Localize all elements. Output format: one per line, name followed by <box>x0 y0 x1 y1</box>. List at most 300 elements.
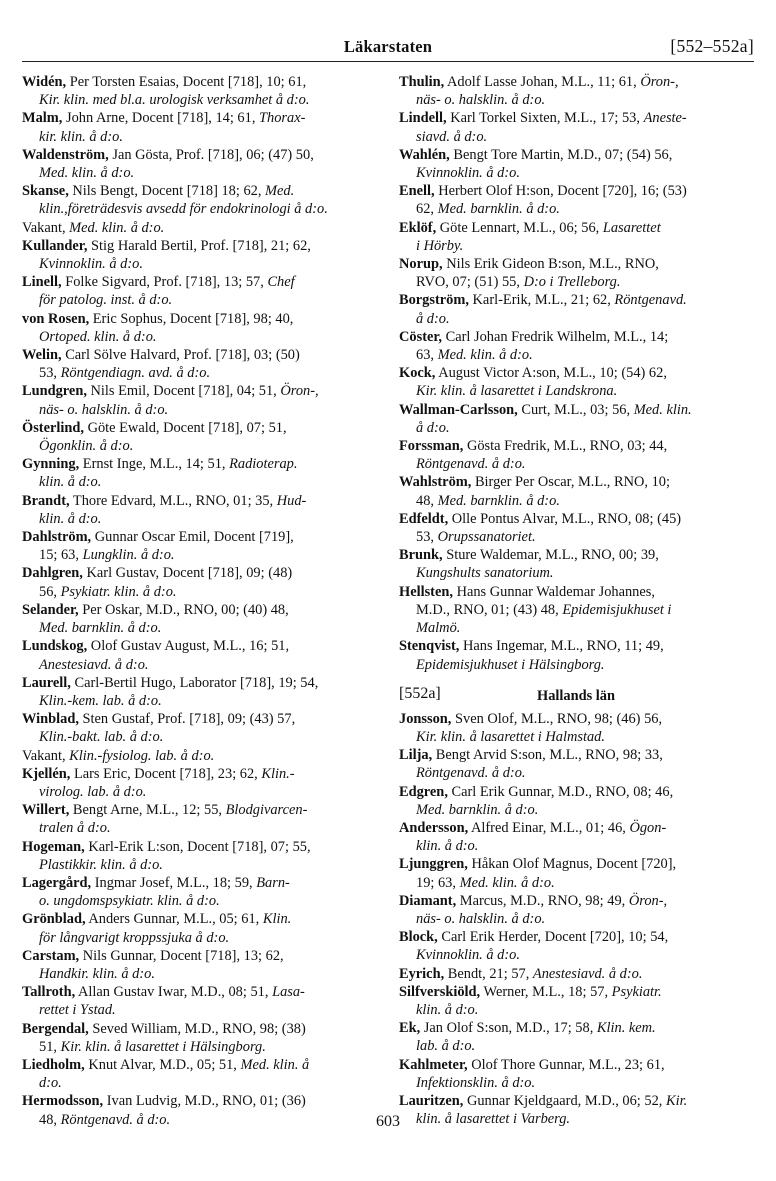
entry-details: Thore Edvard, M.L., RNO, 01; 35, <box>69 492 277 509</box>
page-number: 603 <box>376 1113 400 1130</box>
person-name: Widén, <box>22 74 67 90</box>
entry-details: Ernst Inge, M.L., 14; 51, <box>79 456 230 473</box>
entry-first-line <box>399 401 753 419</box>
directory-entry <box>22 73 376 109</box>
person-name: Carstam, <box>22 947 80 964</box>
entry-details: Jan Olof S:son, M.D., 17; 58, <box>420 1020 597 1037</box>
entry-details: Carl Erik Gunnar, M.D., RNO, 08; 46, <box>447 783 674 800</box>
entry-first-line <box>399 182 753 200</box>
person-name: Kjellén, <box>22 765 71 782</box>
entry-details: Vakant, <box>22 219 70 236</box>
entry-position: Kir. <box>666 1092 688 1109</box>
entry-first-line <box>22 637 376 655</box>
page-header <box>22 35 754 62</box>
entry-continuation <box>22 164 376 182</box>
entry-position: Aneste- <box>643 110 687 127</box>
entry-details: Adolf Lasse Johan, M.L., 11; 61, <box>444 74 641 90</box>
entry-continuation <box>399 764 753 782</box>
person-name: Linell, <box>22 274 62 291</box>
person-name: von Rosen, <box>22 310 90 327</box>
entry-position: Ögon- <box>629 819 667 836</box>
entry-details: Karl Gustav, Docent [718], 09; (48) <box>82 565 293 582</box>
entry-position: Epidemisjukhuset i <box>562 601 672 618</box>
directory-entry <box>22 910 376 946</box>
directory-entry <box>22 237 376 273</box>
directory-entry <box>22 310 376 346</box>
entry-continuation <box>399 200 753 218</box>
section-entries <box>399 710 753 1129</box>
person-name: Enell, <box>399 183 435 200</box>
entry-continuation <box>22 437 376 455</box>
entry-position: Med. <box>265 183 295 200</box>
entry-first-line <box>399 73 753 91</box>
entry-position: Med. barnklin. å d:o. <box>437 492 560 509</box>
entry-continuation <box>22 656 376 674</box>
entry-continuation <box>399 946 753 964</box>
person-name: Welin, <box>22 347 62 364</box>
entry-continuation <box>22 892 376 910</box>
person-name: Brunk, <box>399 547 443 564</box>
person-name: Block, <box>399 929 438 946</box>
person-name: Andersson, <box>399 819 469 836</box>
entry-details: Bendt, 21; 57, <box>444 965 533 982</box>
entry-position: Orupssanatoriet. <box>437 529 536 546</box>
directory-entry <box>22 874 376 910</box>
entry-first-line <box>22 564 376 582</box>
entry-continuation <box>399 91 753 109</box>
right-column-entries <box>399 73 753 674</box>
entry-first-line <box>22 310 376 328</box>
entry-first-line <box>22 747 376 765</box>
person-name: Thulin, <box>399 74 445 90</box>
entry-position: klin. å d:o. <box>416 1001 479 1018</box>
entry-first-line <box>22 874 376 892</box>
person-name: Lilja, <box>399 747 433 764</box>
directory-entry <box>22 601 376 637</box>
person-name: Lagergård, <box>22 874 92 891</box>
person-name: Diamant, <box>399 892 457 909</box>
entry-continuation <box>22 1038 376 1056</box>
person-name: Malm, <box>22 110 63 127</box>
entry-position: klin. å d:o. <box>39 474 102 491</box>
section-title: Hallands län <box>537 687 615 704</box>
entry-first-line <box>22 1020 376 1038</box>
directory-entry <box>22 747 376 765</box>
entry-details: Göte Ewald, Docent [718], 07; 51, <box>83 419 287 436</box>
entry-continuation <box>399 128 753 146</box>
directory-entry <box>22 146 376 182</box>
entry-first-line <box>399 928 753 946</box>
entry-position: Klin. kem. <box>596 1020 656 1037</box>
entry-position: Öron-, <box>640 74 679 90</box>
entry-details: Curt, M.L., 03; 56, <box>517 401 634 418</box>
person-name: Ek, <box>399 1020 421 1037</box>
entry-position: klin. å d:o. <box>416 838 479 855</box>
directory-entry <box>399 437 753 473</box>
entry-first-line <box>22 601 376 619</box>
entry-first-line <box>399 510 753 528</box>
entry-position: Kir. klin. med bl.a. urologisk verksamhet å d:o. <box>39 92 310 109</box>
person-name: Skanse, <box>22 183 69 200</box>
entry-first-line <box>22 910 376 928</box>
entry-details: 56, <box>39 583 61 600</box>
entry-details: 19; 63, <box>416 874 460 891</box>
directory-entry <box>22 1020 376 1056</box>
entry-continuation <box>399 601 753 619</box>
directory-entry <box>22 419 376 455</box>
person-name: Gynning, <box>22 456 80 473</box>
entry-first-line <box>399 473 753 491</box>
directory-entry <box>22 492 376 528</box>
entry-position: Kir. klin. å lasarettet i Landskrona. <box>416 383 618 400</box>
person-name: Edfeldt, <box>399 510 449 527</box>
entry-position: Med. klin. å d:o. <box>459 874 555 891</box>
entry-position: o. ungdomspsykiatr. klin. å d:o. <box>39 893 220 910</box>
entry-details: Stig Harald Bertil, Prof. [718], 21; 62, <box>87 237 311 254</box>
entry-details: Håkan Olof Magnus, Docent [720], <box>467 856 677 873</box>
person-name: Kock, <box>399 365 436 382</box>
entry-position: Kungshults sanatorium. <box>416 565 554 582</box>
directory-entry <box>399 546 753 582</box>
entry-details: Eric Sophus, Docent [718], 98; 40, <box>89 310 294 327</box>
person-name: Laurell, <box>22 674 71 691</box>
entry-position: D:o i Trelleborg. <box>523 274 621 291</box>
person-name: Hellsten, <box>399 583 453 600</box>
directory-entry <box>399 710 753 746</box>
directory-entry <box>399 637 753 673</box>
directory-entry <box>22 346 376 382</box>
entry-first-line <box>399 109 753 127</box>
person-name: Brandt, <box>22 492 70 509</box>
entry-continuation <box>22 291 376 309</box>
person-name: Stenqvist, <box>399 638 460 655</box>
entry-continuation <box>399 310 753 328</box>
entry-first-line <box>22 219 376 237</box>
entry-position: Med. klin. å d:o. <box>69 219 165 236</box>
entry-details: Ingmar Josef, M.L., 18; 59, <box>91 874 257 891</box>
entry-position: Klin.-bakt. lab. å d:o. <box>39 729 164 746</box>
entry-details: Gösta Fredrik, M.L., RNO, 03; 44, <box>463 438 668 455</box>
entry-continuation <box>399 455 753 473</box>
person-name: Österlind, <box>22 419 84 436</box>
person-name: Forssman, <box>399 438 464 455</box>
person-name: Waldenström, <box>22 146 109 163</box>
entry-details: Anders Gunnar, M.L., 05; 61, <box>85 911 263 928</box>
entry-position: Blodgivarcen- <box>225 802 308 819</box>
directory-entry <box>22 564 376 600</box>
entry-details: 48, <box>416 492 438 509</box>
entry-position: Klin.-fysiolog. lab. å d:o. <box>69 747 215 764</box>
entry-first-line <box>22 182 376 200</box>
person-name: Borgström, <box>399 292 469 309</box>
entry-continuation <box>22 473 376 491</box>
directory-entry <box>399 328 753 364</box>
section-heading <box>399 685 753 705</box>
entry-position: Öron-, <box>280 383 319 400</box>
directory-entry <box>399 510 753 546</box>
directory-entry <box>22 382 376 418</box>
entry-continuation <box>22 728 376 746</box>
entry-position: Röntgenavd. å d:o. <box>416 456 526 473</box>
entry-first-line <box>22 73 376 91</box>
entry-position: för patolog. inst. å d:o. <box>39 292 173 309</box>
entry-first-line <box>22 492 376 510</box>
entry-first-line <box>399 1092 753 1110</box>
directory-entry <box>399 364 753 400</box>
entry-first-line <box>22 109 376 127</box>
directory-entry <box>399 892 753 928</box>
entry-position: siavd. å d:o. <box>416 128 488 145</box>
entry-first-line <box>399 746 753 764</box>
entry-position: Plastikkir. klin. å d:o. <box>39 856 163 873</box>
person-name: Eyrich, <box>399 965 445 982</box>
entry-first-line <box>22 455 376 473</box>
directory-entry <box>399 928 753 964</box>
entry-first-line <box>22 983 376 1001</box>
entry-continuation <box>399 346 753 364</box>
entry-continuation <box>22 619 376 637</box>
directory-entry <box>399 855 753 891</box>
entry-position: Kvinnoklin. å d:o. <box>39 256 143 273</box>
entry-details: Bengt Arvid S:son, M.L., RNO, 98; 33, <box>432 747 663 764</box>
directory-entry <box>399 746 753 782</box>
directory-entry <box>22 455 376 491</box>
entry-position: Med. klin. å d:o. <box>39 165 135 182</box>
entry-position: Med. barnklin. å d:o. <box>437 201 560 218</box>
entry-details: Hans Gunnar Waldemar Johannes, <box>452 583 655 600</box>
entry-details: Sten Gustaf, Prof. [718], 09; (43) 57, <box>78 711 296 728</box>
entry-position: å d:o. <box>416 419 450 436</box>
entry-position: Röntgenavd. å d:o. <box>416 765 526 782</box>
entry-first-line <box>22 1056 376 1074</box>
entry-details: Alfred Einar, M.L., 01; 46, <box>468 819 630 836</box>
entry-continuation <box>22 546 376 564</box>
directory-entry <box>22 1056 376 1092</box>
directory-entry <box>22 947 376 983</box>
person-name: Lindell, <box>399 110 447 127</box>
entry-continuation <box>22 364 376 382</box>
entry-continuation <box>399 492 753 510</box>
entry-continuation <box>22 856 376 874</box>
entry-details: Birger Per Oscar, M.L., RNO, 10; <box>471 474 670 491</box>
entry-position: Klin.-kem. lab. å d:o. <box>39 692 162 709</box>
entry-position: kir. klin. å d:o. <box>39 128 123 145</box>
entry-first-line <box>22 710 376 728</box>
entry-position: Kvinnoklin. å d:o. <box>416 947 520 964</box>
directory-entry <box>22 219 376 237</box>
entry-continuation <box>22 783 376 801</box>
entry-position: Röntgenavd. å d:o. <box>60 1111 171 1128</box>
entry-continuation <box>399 1037 753 1055</box>
entry-first-line <box>399 965 753 983</box>
entry-details: Sture Waldemar, M.L., RNO, 00; 39, <box>442 547 659 564</box>
running-title: Läkarstaten <box>343 37 433 56</box>
entry-position: i Hörby. <box>416 237 464 254</box>
entry-details: Nils Bengt, Docent [718] 18; 62, <box>68 183 266 200</box>
entry-continuation <box>399 164 753 182</box>
entry-position: Med. klin. <box>633 401 692 418</box>
entry-position: Klin. <box>262 911 292 928</box>
entry-details: Olle Pontus Alvar, M.L., RNO, 08; (45) <box>448 510 682 527</box>
directory-entry <box>399 255 753 291</box>
entry-first-line <box>399 255 753 273</box>
directory-entry <box>22 109 376 145</box>
entry-continuation <box>399 728 753 746</box>
entry-position: Handkir. klin. å d:o. <box>39 965 155 982</box>
entry-position: Kvinnoklin. å d:o. <box>416 165 520 182</box>
entry-details: Jan Gösta, Prof. [718], 06; (47) 50, <box>108 146 314 163</box>
entry-first-line <box>22 765 376 783</box>
entry-continuation <box>22 692 376 710</box>
entry-continuation <box>399 237 753 255</box>
left-column <box>22 73 376 1129</box>
entry-position: Infektionsklin. å d:o. <box>416 1074 536 1091</box>
entry-position: Med. klin. å <box>240 1056 310 1073</box>
entry-first-line <box>399 1019 753 1037</box>
entry-position: Ögonklin. å d:o. <box>39 438 134 455</box>
entry-first-line <box>399 637 753 655</box>
entry-position: Röntgendiagn. avd. å d:o. <box>60 365 211 382</box>
entry-first-line <box>22 382 376 400</box>
entry-continuation <box>399 1074 753 1092</box>
entry-details: Seved William, M.D., RNO, 98; (38) <box>88 1020 306 1037</box>
person-name: Ljunggren, <box>399 856 468 873</box>
entry-first-line <box>399 437 753 455</box>
entry-first-line <box>22 273 376 291</box>
entry-details: Allan Gustav Iwar, M.D., 08; 51, <box>75 984 273 1001</box>
entry-position: Chef <box>267 274 295 291</box>
entry-details: Karl-Erik, M.L., 21; 62, <box>468 292 615 309</box>
directory-entry <box>399 473 753 509</box>
person-name: Wahlström, <box>399 474 472 491</box>
entry-position: Ortoped. klin. å d:o. <box>39 328 157 345</box>
person-name: Lauritzen, <box>399 1092 464 1109</box>
entry-position: Anestesiavd. å d:o. <box>532 965 643 982</box>
person-name: Tallroth, <box>22 984 76 1001</box>
directory-entry <box>399 583 753 638</box>
entry-details: Per Oskar, M.D., RNO, 00; (40) 48, <box>78 601 289 618</box>
entry-details: 62, <box>416 201 438 218</box>
entry-continuation <box>22 1001 376 1019</box>
entry-details: Carl Johan Fredrik Wilhelm, M.L., 14; <box>442 328 669 345</box>
entry-first-line <box>22 528 376 546</box>
person-name: Lundgren, <box>22 383 87 400</box>
entry-position: Anestesiavd. å d:o. <box>39 656 149 673</box>
entry-position: tralen å d:o. <box>39 820 111 837</box>
person-name: Wahlén, <box>399 146 450 163</box>
entry-details: 48, <box>39 1111 61 1128</box>
entry-position: Med. barnklin. å d:o. <box>416 801 539 818</box>
entry-continuation <box>22 128 376 146</box>
directory-entry <box>399 983 753 1019</box>
entry-continuation <box>22 965 376 983</box>
directory-entry <box>22 528 376 564</box>
entry-continuation <box>399 273 753 291</box>
entry-first-line <box>399 983 753 1001</box>
entry-position: Lasarettet <box>602 219 661 236</box>
entry-continuation <box>399 801 753 819</box>
directory-entry <box>22 983 376 1019</box>
section-range: [552–552a] <box>670 36 754 56</box>
entry-position: Hud- <box>276 492 307 509</box>
directory-entry <box>22 182 376 218</box>
entry-position: Kir. klin. å lasarettet i Hälsingborg. <box>60 1038 266 1055</box>
entry-position: klin. å lasarettet i Varberg. <box>416 1111 571 1128</box>
entry-continuation <box>399 1001 753 1019</box>
entry-position: virolog. lab. å d:o. <box>39 783 147 800</box>
person-name: Kullander, <box>22 237 88 254</box>
entry-position: klin.,företrädesvis avsedd för endokrinologi å d:o. <box>39 201 328 218</box>
person-name: Hogeman, <box>22 838 85 855</box>
entry-details: Hans Ingemar, M.L., RNO, 11; 49, <box>459 638 664 655</box>
entry-details: Nils Gunnar, Docent [718], 13; 62, <box>79 947 284 964</box>
entry-details: Folke Sigvard, Prof. [718], 13; 57, <box>61 274 268 291</box>
person-name: Dahlström, <box>22 529 92 546</box>
directory-entry <box>22 273 376 309</box>
entry-first-line <box>399 546 753 564</box>
section-number: [552a] <box>399 684 441 702</box>
entry-first-line <box>399 855 753 873</box>
entry-continuation <box>22 819 376 837</box>
entry-position: Thorax- <box>259 110 306 127</box>
entry-first-line <box>399 1056 753 1074</box>
person-name: Grönblad, <box>22 911 86 928</box>
entry-details: Sven Olof, M.L., RNO, 98; (46) 56, <box>451 710 663 727</box>
entry-details: Vakant, <box>22 747 70 764</box>
entry-first-line <box>22 419 376 437</box>
directory-entry <box>399 219 753 255</box>
entry-position: Lungklin. å d:o. <box>82 547 175 564</box>
entry-continuation <box>22 200 376 218</box>
directory-entry <box>22 710 376 746</box>
entry-details: RVO, 07; (51) 55, <box>416 274 524 291</box>
entry-continuation <box>22 401 376 419</box>
entry-details: Werner, M.L., 18; 57, <box>480 983 612 1000</box>
entry-continuation <box>399 382 753 400</box>
entry-first-line <box>399 783 753 801</box>
entry-details: Nils Emil, Docent [718], 04; 51, <box>86 383 281 400</box>
entry-details: Marcus, M.D., RNO, 98; 49, <box>456 892 629 909</box>
entry-first-line <box>399 710 753 728</box>
entry-first-line <box>22 801 376 819</box>
person-name: Eklöf, <box>399 219 437 236</box>
entry-position: klin. å d:o. <box>39 510 102 527</box>
entry-position: Med. barnklin. å d:o. <box>39 620 162 637</box>
entry-details: 15; 63, <box>39 547 83 564</box>
entry-position: Klin.- <box>261 765 295 782</box>
entry-first-line <box>399 291 753 309</box>
entry-details: Ivan Ludvig, M.D., RNO, 01; (36) <box>103 1093 306 1110</box>
directory-entry <box>22 674 376 710</box>
entry-details: Lars Eric, Docent [718], 23; 62, <box>70 765 262 782</box>
person-name: Silfverskiöld, <box>399 983 481 1000</box>
directory-entry <box>22 637 376 673</box>
entry-continuation <box>22 583 376 601</box>
entry-position: Epidemisjukhuset i Hälsingborg. <box>416 656 605 673</box>
entry-details: Bengt Arne, M.L., 12; 55, <box>69 802 226 819</box>
entry-continuation <box>399 419 753 437</box>
entry-details: Carl Erik Herder, Docent [720], 10; 54, <box>437 929 669 946</box>
directory-entry <box>399 819 753 855</box>
person-name: Edgren, <box>399 783 448 800</box>
person-name: Liedholm, <box>22 1056 85 1073</box>
entry-details: Karl Torkel Sixten, M.L., 17; 53, <box>446 110 644 127</box>
entry-position: Kir. klin. å lasarettet i Halmstad. <box>416 728 605 745</box>
entry-position: för långvarigt kroppssjuka å d:o. <box>39 929 230 946</box>
entry-details: 51, <box>39 1038 61 1055</box>
person-name: Selander, <box>22 601 79 618</box>
right-column <box>399 73 753 1128</box>
